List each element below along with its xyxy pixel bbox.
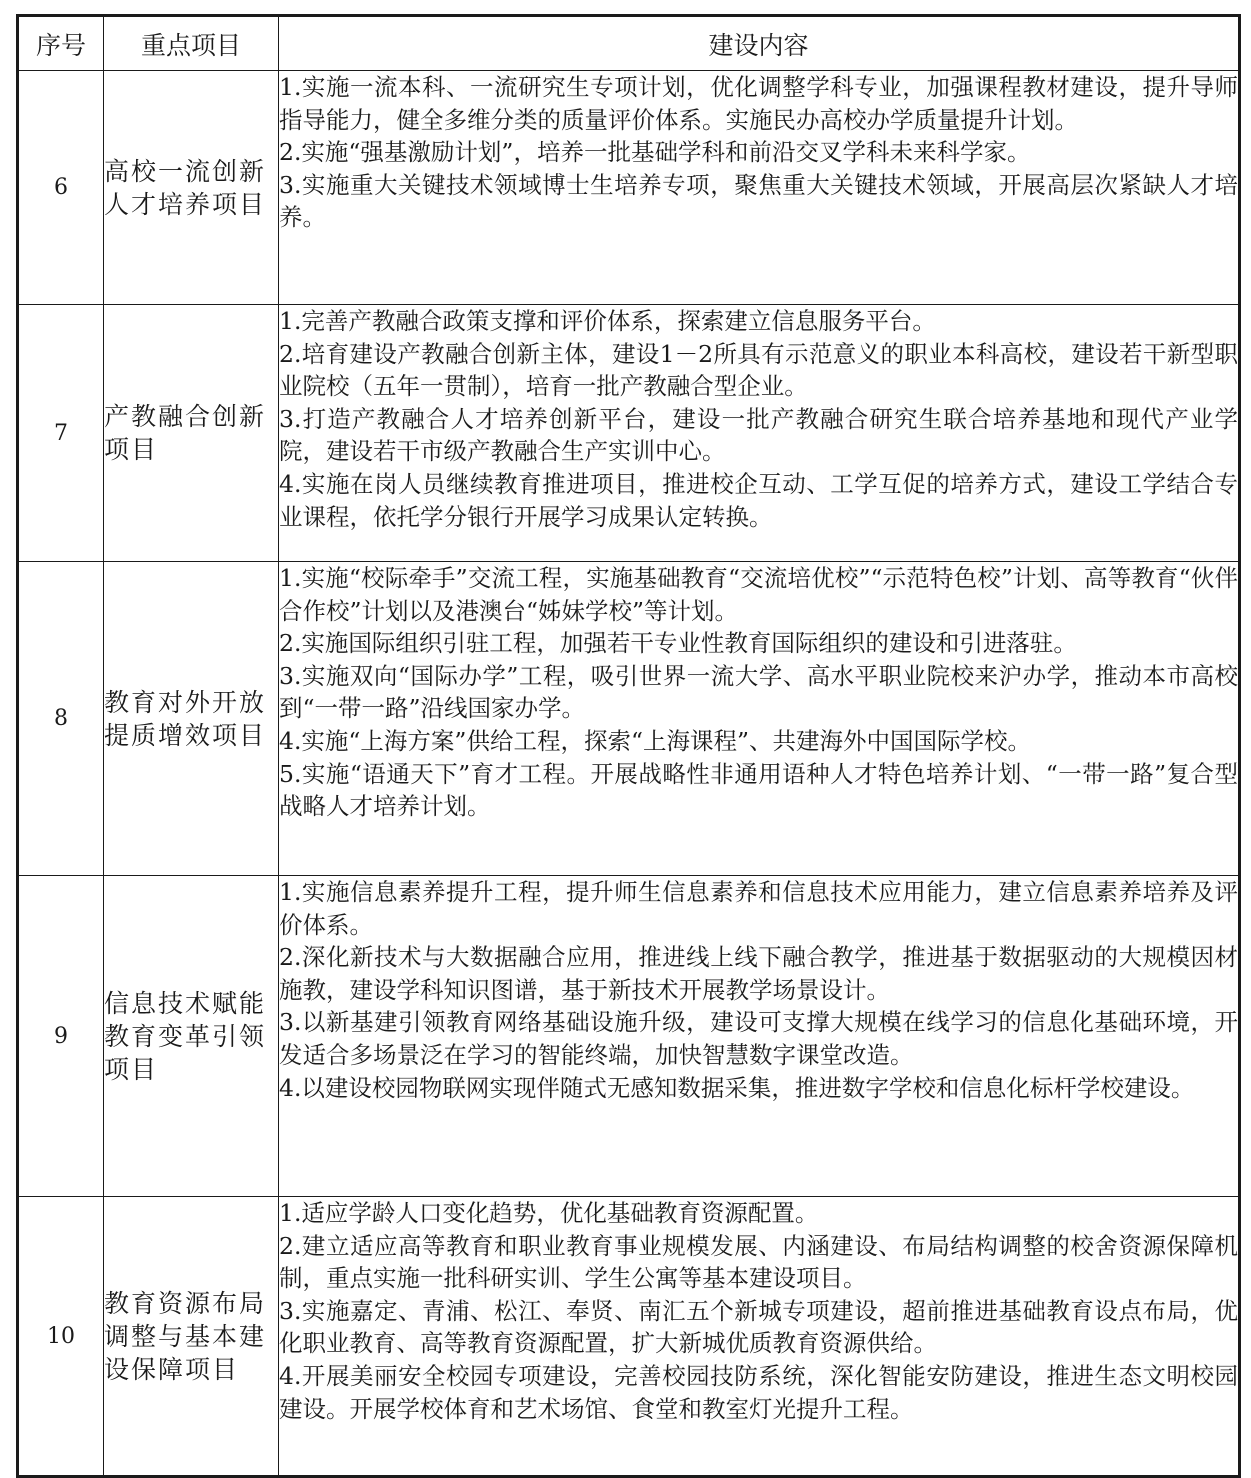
content-item: 5.实施“语通天下”育才工程。开展战略性非通用语种人才特色培养计划、“一带一路”复合型战略人才培养计划。 [279, 759, 1238, 821]
row-number: 7 [18, 305, 104, 562]
key-projects-table [16, 14, 1241, 1478]
header-project: 重点项目 [104, 16, 279, 71]
project-name: 产教融合创新项目 [104, 305, 279, 562]
table-row [18, 71, 1240, 305]
table-row [18, 876, 1240, 1197]
table-row [18, 1197, 1240, 1477]
content-item: 4.开展美丽安全校园专项建设，完善校园技防系统，深化智能安防建设，推进生态文明校园建设。开展学校体育和艺术场馆、食堂和教室灯光提升工程。 [279, 1361, 1238, 1423]
content-item: 2.深化新技术与大数据融合应用，推进线上线下融合教学，推进基于数据驱动的大规模因材施教，建设学科知识图谱，基于新技术开展教学场景设计。 [279, 943, 1238, 1004]
project-name: 信息技术赋能教育变革引领项目 [104, 876, 279, 1197]
content-item: 3.打造产教融合人才培养创新平台，建设一批产教融合研究生联合培养基地和现代产业学院，建设若干市级产教融合生产实训中心。 [279, 404, 1238, 466]
row-number: 9 [18, 876, 104, 1197]
project-content [279, 71, 1240, 305]
content-item: 1.实施信息素养提升工程，提升师生信息素养和信息技术应用能力，建立信息素养培养及评价体系。 [279, 878, 1238, 939]
content-item: 3.实施重大关键技术领域博士生培养专项，聚焦重大关键技术领域，开展高层次紧缺人才培养。 [279, 170, 1238, 232]
content-item: 3.实施嘉定、青浦、松江、奉贤、南汇五个新城专项建设，超前推进基础教育设点布局，优化职业教育、高等教育资源配置，扩大新城优质教育资源供给。 [279, 1296, 1238, 1358]
content-item: 1.实施“校际牵手”交流工程，实施基础教育“交流培优校”“示范特色校”计划、高等教育“伙伴合作校”计划以及港澳台“姊妹学校”等计划。 [279, 564, 1238, 625]
content-item: 2.培育建设产教融合创新主体，建设1－2所具有示范意义的职业本科高校，建设若干新型职业院校（五年一贯制），培育一批产教融合型企业。 [279, 339, 1238, 401]
project-content [279, 876, 1240, 1197]
table-header-row [18, 16, 1240, 71]
project-content [279, 1197, 1240, 1477]
content-item: 2.实施“强基激励计划”，培养一批基础学科和前沿交叉学科未来科学家。 [279, 138, 1031, 167]
table-row [18, 305, 1240, 562]
content-item: 1.完善产教融合政策支撑和评价体系，探索建立信息服务平台。 [279, 307, 936, 335]
project-name: 教育资源布局调整与基本建设保障项目 [104, 1197, 279, 1477]
content-item: 1.适应学龄人口变化趋势，优化基础教育资源配置。 [279, 1199, 819, 1227]
row-number: 8 [18, 562, 104, 876]
row-number: 10 [18, 1197, 104, 1477]
project-content [279, 562, 1240, 876]
content-item: 2.实施国际组织引驻工程，加强若干专业性教育国际组织的建设和引进落驻。 [279, 629, 1077, 658]
content-item: 1.实施一流本科、一流研究生专项计划，优化调整学科专业，加强课程教材建设，提升导师指导能力，健全多维分类的质量评价体系。实施民办高校办学质量提升计划。 [279, 73, 1238, 134]
table-row [18, 562, 1240, 876]
project-name: 教育对外开放提质增效项目 [104, 562, 279, 876]
content-item: 2.建立适应高等教育和职业教育事业规模发展、内涵建设、布局结构调整的校舍资源保障机制，重点实施一批科研实训、学生公寓等基本建设项目。 [279, 1231, 1238, 1293]
project-content [279, 305, 1240, 562]
content-item: 4.实施在岗人员继续教育推进项目，推进校企互动、工学互促的培养方式，建设工学结合专业课程，依托学分银行开展学习成果认定转换。 [279, 469, 1238, 531]
content-item: 3.以新基建引领教育网络基础设施升级，建设可支撑大规模在线学习的信息化基础环境，开发适合多场景泛在学习的智能终端，加快智慧数字课堂改造。 [279, 1008, 1238, 1069]
project-name: 高校一流创新人才培养项目 [104, 71, 279, 305]
row-number: 6 [18, 71, 104, 305]
header-number: 序号 [18, 16, 104, 71]
header-content: 建设内容 [279, 16, 1240, 71]
content-item: 4.以建设校园物联网实现伴随式无感知数据采集，推进数字学校和信息化标杆学校建设。 [279, 1073, 1195, 1102]
content-item: 3.实施双向“国际办学”工程，吸引世界一流大学、高水平职业院校来沪办学，推动本市高校到“一带一路”沿线国家办学。 [279, 661, 1238, 723]
content-item: 4.实施“上海方案”供给工程，探索“上海课程”、共建海外中国国际学校。 [279, 726, 1031, 755]
